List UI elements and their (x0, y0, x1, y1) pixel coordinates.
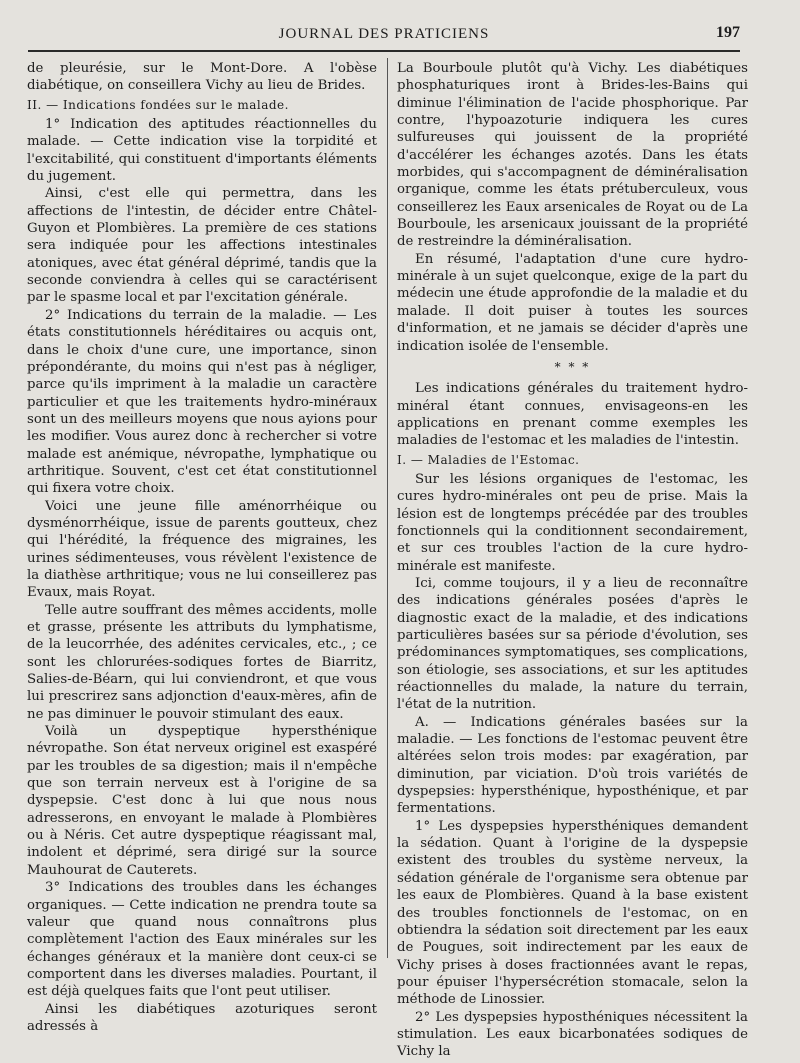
paragraph: Ainsi les diabétiques azoturiques seront adressés à (27, 1001, 377, 1034)
paragraph: En résumé, l'adaptation d'une cure hydro-minérale à un sujet quelconque, exige de la part du médecin une étude approfondie de la maladie et du malade. Il doit puiser à toutes les sources d'information, et ne jamais se décider d'après une indication isolée de l'ensemble. (397, 251, 748, 354)
journal-title: JOURNAL DES PRATICIENS (278, 26, 490, 42)
section-heading: II. — Indications fondées sur le malade. (27, 97, 289, 112)
section-separator: * * * (554, 359, 591, 374)
left-column (27, 60, 377, 1035)
paragraph: Voilà un dyspeptique hypersthénique névropathe. Son état nerveux originel est exaspéré par les troubles de sa digestion; mais il n'empêche que son terrain nerveux est à l'origine de sa dyspepsie. C'est donc à lui que nous nous adresserons, en envoyant le malade à Plombières ou à Néris. Cet autre dyspeptique réagissant mal, indolent et déprimé, sera dirigé sur la source Mauhourat de Cauterets. (27, 724, 377, 878)
paragraph: Voici une jeune fille aménorrhéique ou dysménorrhéique, issue de parents goutteux, chez qui l'hérédité, la fréquence des migraines, les urines sédimenteuses, vous révèlent l'existence de la diathèse arthritique; vous ne lui conseillerez pas Evaux, mais Royat. (27, 498, 377, 601)
paragraph: Ainsi, c'est elle qui permettra, dans les affections de l'intestin, de décider entre Châtel-Guyon et Plombières. La première de ces stations sera indiquée pour les affections intestinales atoniques, avec état général déprimé, tandis que la seconde conviendra à celles qui se caractérisent par le spasme local et par l'excitation générale. (27, 186, 377, 306)
right-column (397, 60, 748, 1061)
paragraph: 1° Indication des aptitudes réactionnelles du malade. — Cette indication vise la torpidité et l'excitabilité, qui constituent d'importants éléments du jugement. (27, 117, 377, 185)
paragraph: 1° Les dyspepsies hypersthéniques demandent la sédation. Quant à l'origine de la dyspepsie existent des troubles du système nerveux, la sédation générale de l'organisme sera obtenue par les eaux de Plombières. Quand à la base existent des troubles fonctionnels de l'estomac, on en obtiendra la sédation soit directement par les eaux de Pougues, soit indirectement par les eaux de Vichy prises à doses fractionnées avant le repas, pour épuiser l'hypersécrétion stomacale, selon la méthode de Linossier. (397, 818, 748, 1008)
paragraph: 2° Indications du terrain de la maladie. — Les états constitutionnels héréditaires ou acquis ont, dans le choix d'une cure, une importance, sinon prépondérante, du moins qui n'est pas à négliger, parce qu'ils impriment à la maladie un caractère particulier et que les traitements hydro-minéraux sont un des meilleurs moyens que nous ayions pour les modifier. Vous aurez donc à rechercher si votre malade est anémique, névropathe, lymphatique ou arthritique. Souvent, c'est cet état constitutionnel qui fixera votre choix. (27, 307, 377, 497)
page-number: 197 (716, 24, 740, 41)
paragraph: 2° Les dyspepsies hyposthéniques nécessitent la stimulation. Les eaux bicarbonatées sodiques de Vichy la (397, 1009, 748, 1060)
paragraph: Sur les lésions organiques de l'estomac, les cures hydro-minérales ont peu de prise. Mais la lésion est de longtemps précédée par des troubles fonctionnels qui la conditionnent secondairement, et sur ces troubles l'action de la cure hydro-minérale est manifeste. (397, 471, 748, 574)
paragraph: Les indications générales du traitement hydro-minéral étant connues, envisageons-en les applications en prenant comme exemples les maladies de l'estomac et les maladies de l'intestin. (397, 381, 748, 449)
paragraph: La Bourboule plutôt qu'à Vichy. Les diabétiques phosphaturiques iront à Brides-les-Bains qui diminue l'élimination de l'acide phosphorique. Par contre, l'hypoazoturie indiquera les cures sulfureuses qui jouissent de la propriété d'accélérer les échanges azotés. Dans les états morbides, qui s'accompagnent de déminéralisation organique, comme les états prétuberculeux, vous conseillerez les Eaux arsenicales de Royat ou de La Bourboule, les arsenicaux jouissant de la propriété de restreindre la déminéralisation. (397, 61, 748, 250)
paragraph: A. — Indications générales basées sur la maladie. — Les fonctions de l'estomac peuvent être altérées selon trois modes: par exagération, par diminution, par viciation. D'où trois variétés de dyspepsies: hypersthénique, hyposthénique, et par fermentations. (397, 714, 748, 817)
paragraph: Telle autre souffrant des mêmes accidents, molle et grasse, présente les attributs du lymphatisme, de la leucorrhée, des adénites cervicales, etc., ; ce sont les chlorurées-sodiques fortes de Biarritz, Salies-de-Béarn, qui lui conviendront, et que vous lui prescrirez sans adjonction d'eaux-mères, afin de ne pas diminuer le pouvoir stimulant des eaux. (27, 602, 377, 722)
section-heading: I. — Maladies de l'Estomac. (397, 452, 580, 467)
page-header (28, 24, 740, 48)
paragraph: de pleurésie, sur le Mont-Dore. A l'obèse diabétique, on conseillera Vichy au lieu de Brides. (27, 61, 377, 94)
header-rule (28, 50, 740, 52)
paragraph: 3° Indications des troubles dans les échanges organiques. — Cette indication ne prendra toute sa valeur que quand nous connaîtrons plus complètement l'action des Eaux minérales sur les échanges généraux et la manière dont ceux-ci se comportent dans les diverses maladies. Pourtant, il est déjà quelques faits que l'ont peut utiliser. (27, 880, 377, 1000)
column-divider (387, 58, 388, 958)
paragraph: Ici, comme toujours, il y a lieu de reconnaître des indications générales posées d'après le diagnostic exact de la maladie, et des indications particulières basées sur sa période d'évolution, ses prédominances symptomatiques, ses complications, son étiologie, ses associations, et sur les aptitudes réactionnelles du malade, la nature du terrain, l'état de la nutrition. (397, 575, 748, 713)
